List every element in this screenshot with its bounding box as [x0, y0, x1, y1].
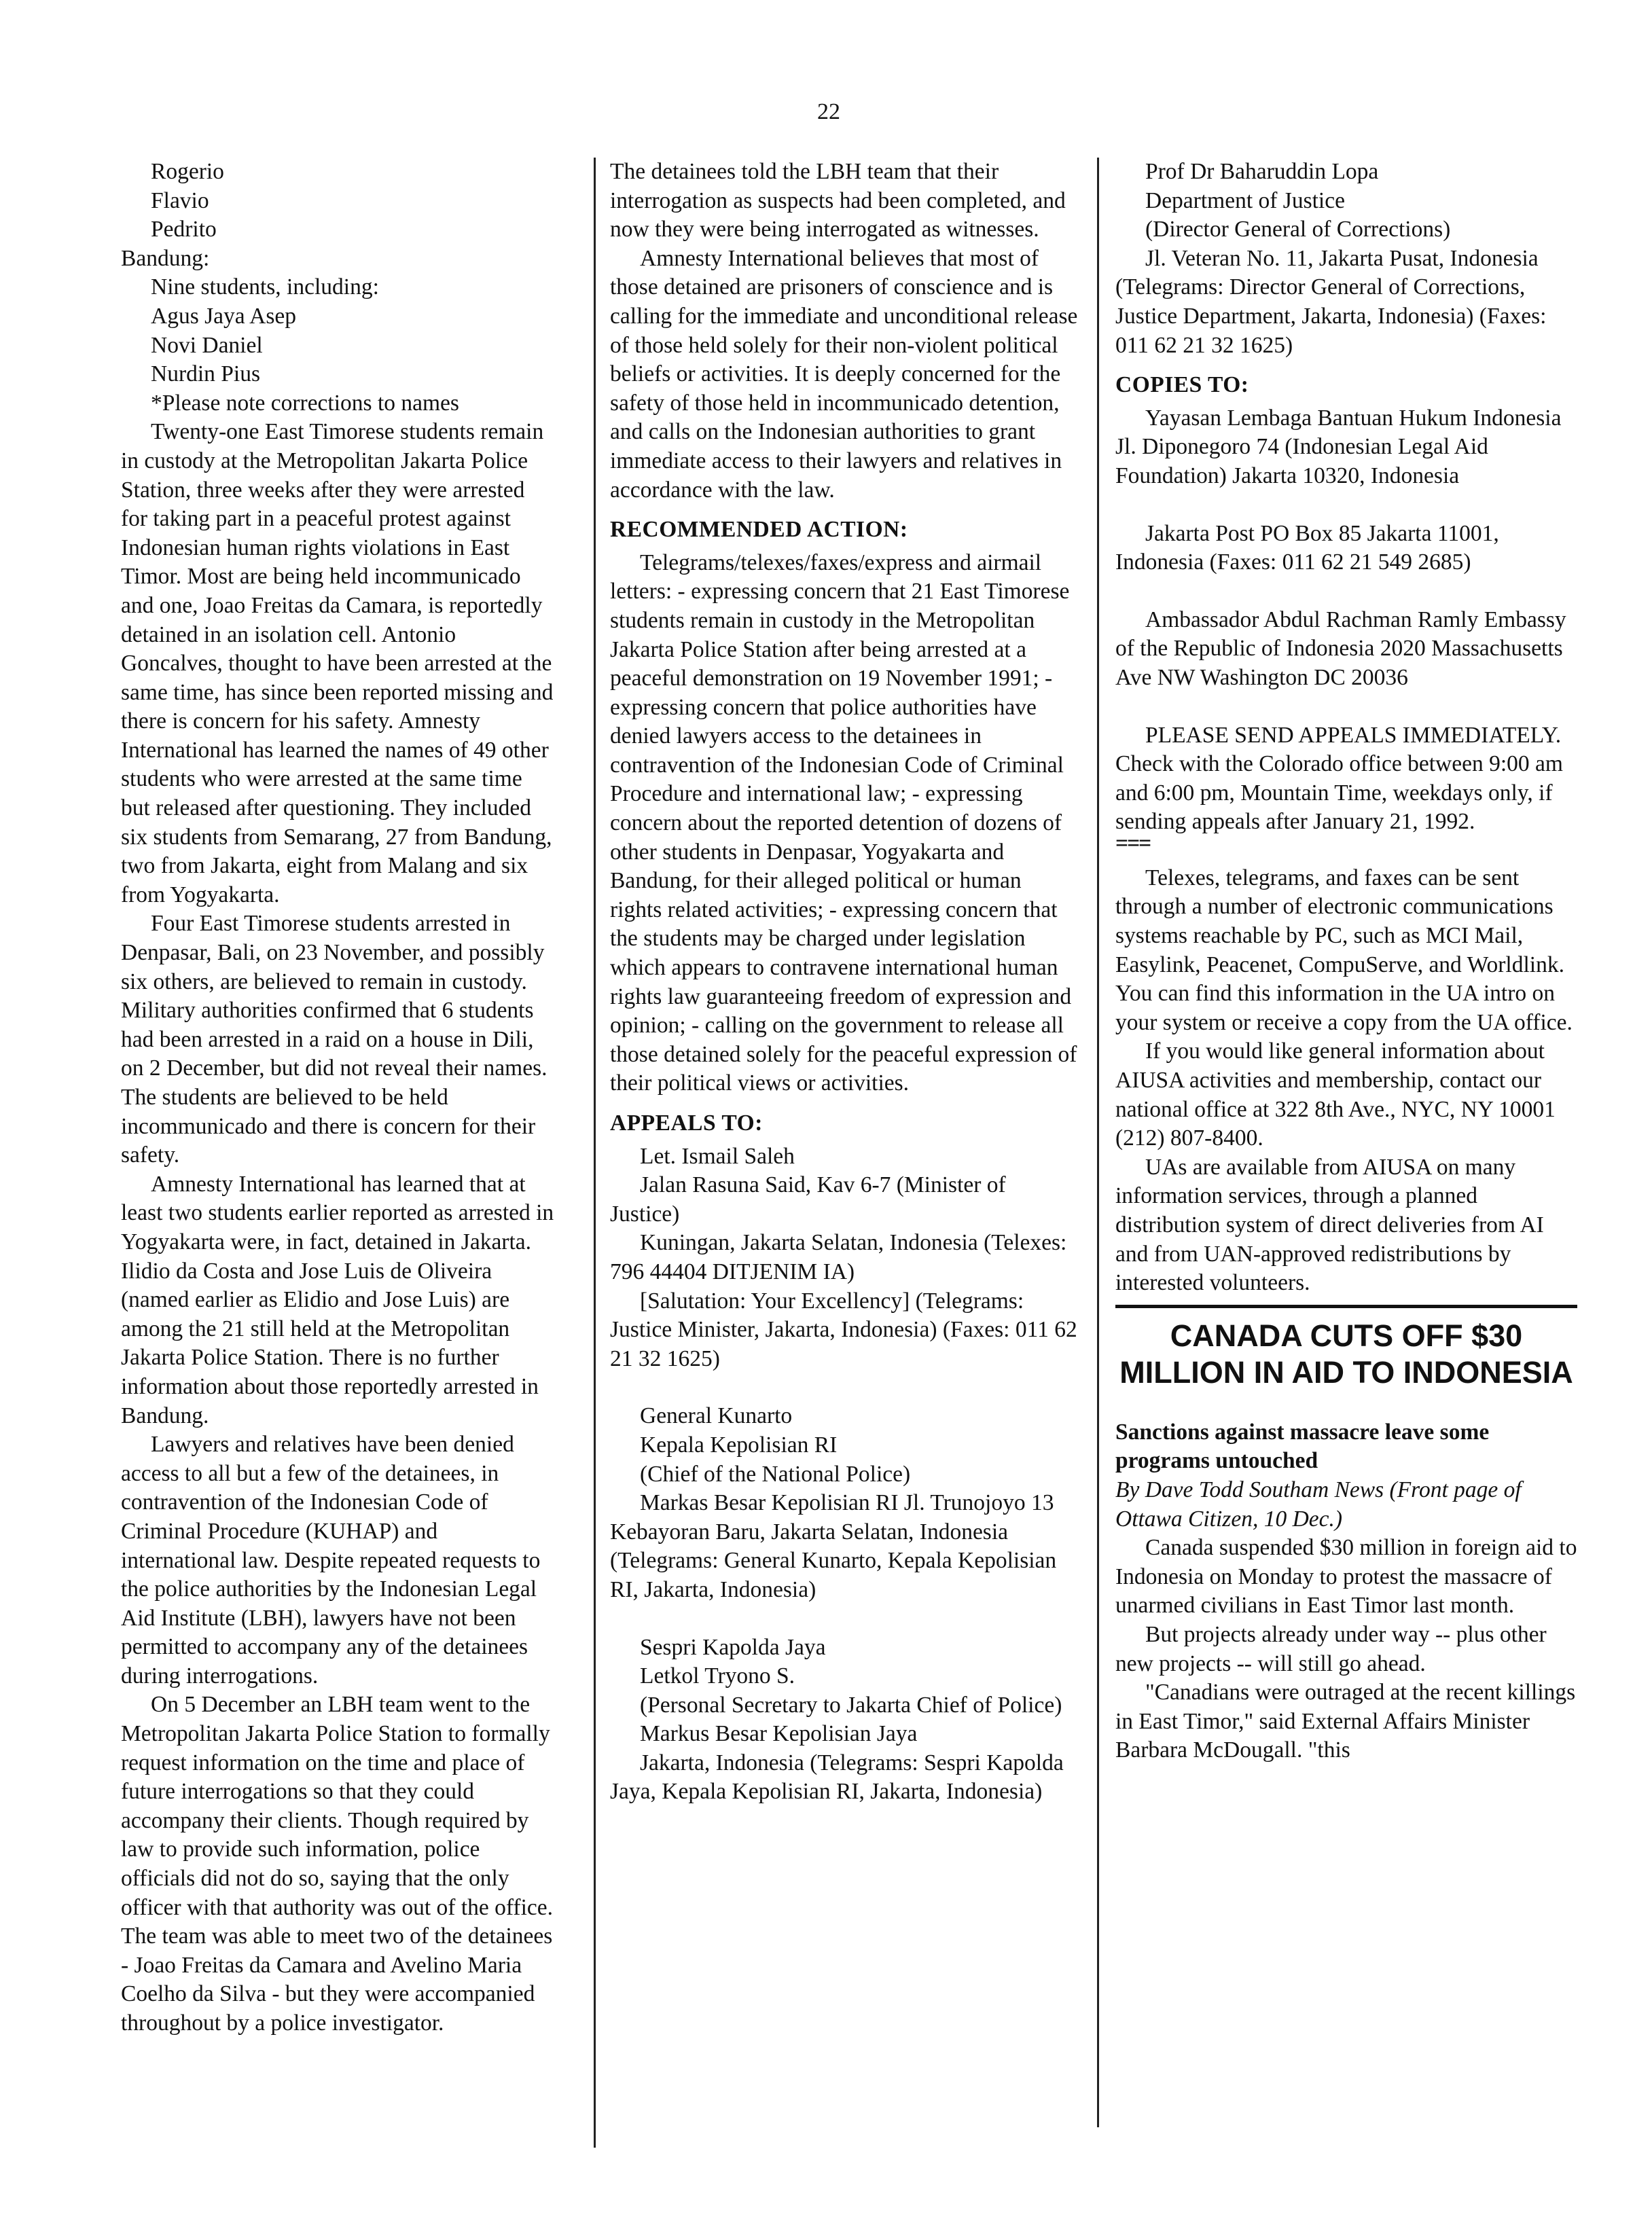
paragraph: If you would like general information about AIUSA activities and membership, contact our national office at 322 8th Ave., NYC, NY 10001 (212) 807-8400.	[1115, 1039, 1556, 1151]
article-subhead: Sanctions against massacre leave some programs untouched	[1115, 1419, 1490, 1474]
paragraph: PLEASE SEND APPEALS IMMEDIATELY. Check with the Colorado office between 9:00 am and 6:00 pm, Mountain Time, weekdays only, if sending appeals after January 21, 1992.	[1115, 722, 1563, 835]
paragraph: Department of Justice	[1145, 187, 1345, 213]
paragraph: Amnesty International believes that most of those detained are prisoners of conscience and is calling for the immediate and unconditional release of those held solely for their non-violent political beliefs or activities. It is deeply concerned for the safety of those held in incommunicado detention, and calls on the Indonesian authorities to grant immediate access to their lawyers and relatives in accordance with the law.	[610, 245, 1078, 503]
paragraph: [Salutation: Your Excellency] (Telegrams: Justice Minister, Jakarta, Indonesia) (Faxes: 011 62 21 32 1625)	[610, 1288, 1077, 1371]
paragraph: (Director General of Corrections)	[1145, 217, 1451, 242]
paragraph: Letkol Tryono S.	[640, 1663, 795, 1689]
paragraph: *Please note corrections to names	[151, 390, 459, 416]
appeal-addresses	[1115, 158, 1577, 837]
paragraph: Let. Ismail Saleh	[640, 1143, 795, 1169]
article-headline: CANADA CUTS OFF $30 MILLION IN AID TO INDONESIA	[1119, 1318, 1573, 1390]
paragraph: (Personal Secretary to Jakarta Chief of Police)	[640, 1692, 1062, 1718]
spacer	[1115, 693, 1577, 721]
column-left	[121, 158, 556, 2038]
paragraph: Yayasan Lembaga Bantuan Hukum Indonesia Jl. Diponegoro 74 (Indonesian Legal Aid Foundation) Jakarta 10320, Indonesia	[1115, 405, 1562, 488]
column-middle	[610, 158, 1079, 1807]
paragraph: Twenty-one East Timorese students remain in custody at the Metropolitan Jakarta Police Station, three weeks after they were arrested for taking part in a peaceful protest against Indonesian human rights violations in East Timor. Most are being held incommunicado and one, Joao Freitas da Camara, is reportedly detained in an isolation cell. Antonio Goncalves, thought to have been arrested at the same time, has since been reported missing and there is concern for his safety. Amnesty International has learned the names of 49 other students who were arrested at the same time but released after questioning. They included six students from Semarang, 27 from Bandung, two from Jakarta, eight from Malang and six from Yogyakarta.	[121, 419, 554, 907]
paragraph: Novi Daniel	[151, 332, 263, 358]
spacer	[1115, 491, 1577, 520]
ua-information	[1115, 864, 1577, 1298]
column-right	[1115, 158, 1577, 1765]
column-divider-left	[594, 158, 596, 2148]
paragraph: General Kunarto	[640, 1403, 793, 1429]
paragraph: Jakarta Post PO Box 85 Jakarta 11001, Indonesia (Faxes: 011 62 21 549 2685)	[1115, 520, 1499, 575]
paragraph: Jakarta, Indonesia (Telegrams: Sespri Kapolda Jaya, Kepala Kepolisian RI, Jakarta, Indonesia)	[610, 1750, 1064, 1805]
paragraph: Telegrams/telexes/faxes/express and airmail letters: - expressing concern that 21 East Timorese students remain in custody in the Metropolitan Jakarta Police Station after being arrested at a peaceful demonstration on 19 November 1991; - expressing concern that police authorities have denied lawyers access to the detainees in contravention of the Indonesian Code of Criminal Procedure and international law; - expressing concern about the reported detention of dozens of other students in Denpasar, Yogyakarta and Bandung, for their alleged political or human rights related activities; - expressing concern that the students may be charged under legislation which appears to contravene international human rights law guaranteeing freedom of expression and opinion; - calling on the government to release all those detained solely for the peaceful expression of their political views or activities.	[610, 549, 1077, 1096]
article	[1115, 1318, 1577, 1765]
paragraph: Nurdin Pius	[151, 361, 261, 387]
page-number: 22	[817, 99, 840, 124]
paragraph: The detainees told the LBH team that their interrogation as suspects had been completed, and now they were being interrogated as witnesses.	[610, 159, 1066, 242]
section-heading: COPIES TO:	[1115, 372, 1249, 398]
paragraph: Amnesty International has learned that at least two students earlier reported as arrested in Yogyakarta were, in fact, detained in Jakarta. Ilidio da Costa and Jose Luis de Oliveira (named earlier as Elidio and Jose Luis) are among the 21 still held at the Metropolitan Jakarta Police Station. There is no further information about those reportedly arrested in Bandung.	[121, 1171, 554, 1428]
paragraph: Ambassador Abdul Rachman Ramly Embassy of the Republic of Indonesia 2020 Massachusetts Ave NW Washington DC 20036	[1115, 607, 1566, 690]
paragraph: Agus Jaya Asep	[151, 303, 297, 329]
section-heading: RECOMMENDED ACTION:	[610, 517, 908, 543]
paragraph: Sespri Kapolda Jaya	[640, 1634, 826, 1660]
paragraph: UAs are available from AIUSA on many information services, through a planned distribution system of direct deliveries from AI and from UAN-approved redistributions by interested volunteers.	[1115, 1154, 1544, 1296]
spacer	[610, 1605, 1079, 1633]
article-paragraph: But projects already under way -- plus other new projects -- will still go ahead.	[1115, 1621, 1547, 1676]
article-paragraph: Canada suspended $30 million in foreign aid to Indonesia on Monday to protest the massacre of unarmed civilians in East Timor last month.	[1115, 1535, 1577, 1619]
paragraph: Pedrito	[151, 217, 217, 242]
column-divider-right	[1097, 158, 1099, 2127]
paragraph: Four East Timorese students arrested in Denpasar, Bali, on 23 November, and possibly six others, are believed to remain in custody. Military authorities confirmed that 6 students had been arrested in a raid on a house in Dili, on 2 December, but did not reveal their names. The students are believed to be held incommunicado and there is concern for their safety.	[121, 911, 547, 1168]
paragraph: (Chief of the National Police)	[640, 1461, 911, 1487]
paragraph: Markus Besar Kepolisian Jaya	[640, 1721, 918, 1747]
section-heading: APPEALS TO:	[610, 1110, 763, 1136]
paragraph: Markas Besar Kepolisian RI Jl. Trunojoyo 13 Kebayoran Baru, Jakarta Selatan, Indonesia (Telegrams: General Kunarto, Kepala Kepolisian RI, Jakarta, Indonesia)	[610, 1490, 1057, 1602]
section-marker: ===	[1115, 830, 1151, 856]
paragraph: Prof Dr Baharuddin Lopa	[1145, 159, 1379, 184]
article-paragraph: "Canadians were outraged at the recent killings in East Timor," said External Affairs Minister Barbara McDougall. "this	[1115, 1680, 1576, 1763]
paragraph: Kepala Kepolisian RI	[640, 1432, 838, 1458]
spacer	[610, 1373, 1079, 1402]
paragraph: Rogerio	[151, 159, 224, 184]
spacer	[1115, 577, 1577, 606]
paragraph: Nine students, including:	[151, 274, 379, 300]
article-byline: By Dave Todd Southam News (Front page of Ottawa Citizen, 10 Dec.)	[1115, 1477, 1522, 1532]
paragraph: Bandung:	[121, 245, 210, 271]
paragraph: Flavio	[151, 187, 209, 213]
paragraph: Telexes, telegrams, and faxes can be sent through a number of electronic communications systems reachable by PC, such as MCI Mail, Easylink, Peacenet, CompuServe, and Worldlink. You can find this information in the UA intro on your system or receive a copy from the UA office.	[1115, 865, 1573, 1035]
paragraph: On 5 December an LBH team went to the Metropolitan Jakarta Police Station to formally request information on the time and place of future interrogations so that they could accompany their clients. Though required by law to provide such information, police officials did not do so, saying that the only officer with that authority was out of the office. The team was able to meet two of the detainees - Joao Freitas da Camara and Avelino Maria Coelho da Silva - but they were accompanied throughout by a police investigator.	[121, 1692, 554, 2036]
paragraph: Lawyers and relatives have been denied access to all but a few of the detainees, in contravention of the Indonesian Code of Criminal Procedure (KUHAP) and international law. Despite repeated requests to the police authorities by the Indonesian Legal Aid Institute (LBH), lawyers have not been permitted to accompany any of the detainees during interrogations.	[121, 1432, 541, 1689]
paragraph: Kuningan, Jakarta Selatan, Indonesia (Telexes: 796 44404 DITJENIM IA)	[610, 1230, 1067, 1284]
paragraph: Jalan Rasuna Said, Kav 6-7 (Minister of Justice)	[610, 1172, 1006, 1227]
article-divider	[1115, 1305, 1577, 1308]
paragraph: Jl. Veteran No. 11, Jakarta Pusat, Indonesia (Telegrams: Director General of Corrections, Justice Department, Jakarta, Indonesia) (Faxes: 011 62 21 32 1625)	[1115, 245, 1547, 358]
